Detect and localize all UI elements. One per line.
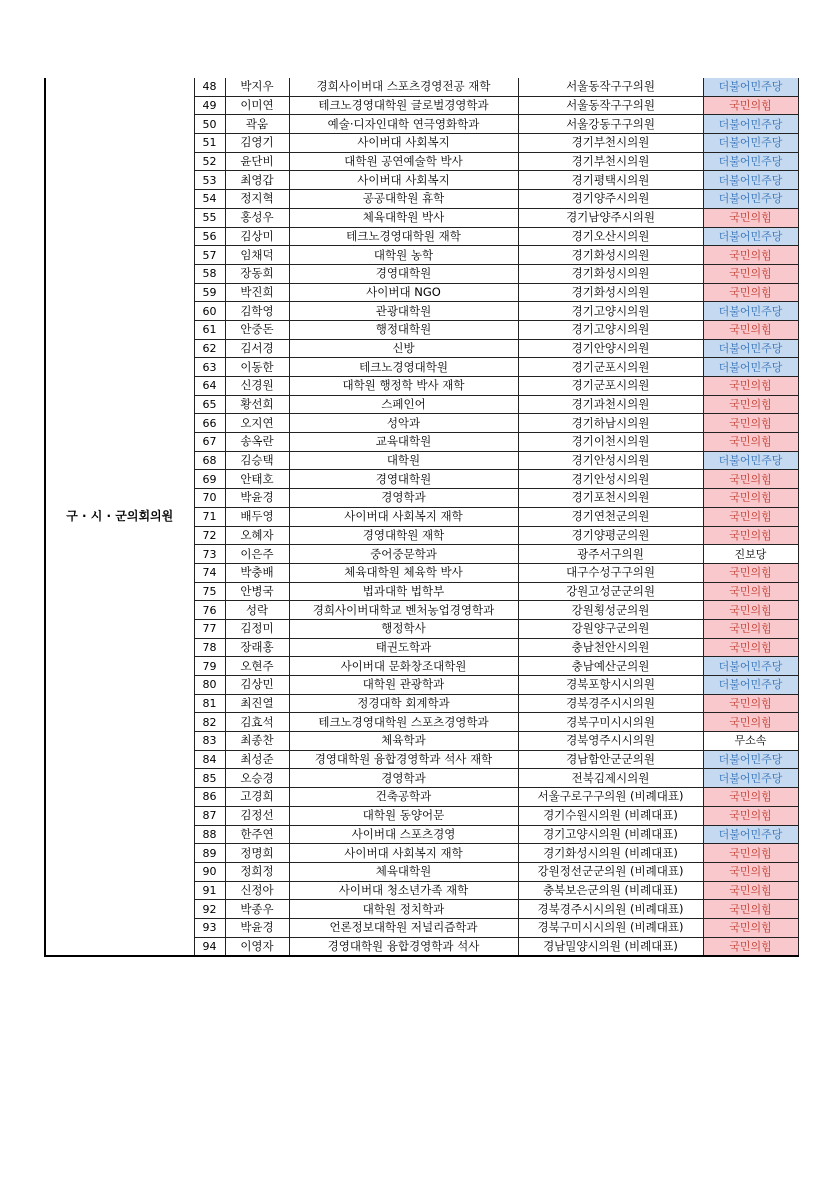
row-number: 54 (194, 190, 225, 209)
member-name: 정지혁 (225, 190, 289, 209)
council-cell: 경기화성시의원 (518, 283, 703, 302)
row-number: 79 (194, 657, 225, 676)
council-cell: 전북김제시의원 (518, 769, 703, 788)
education-cell: 중어중문학과 (289, 545, 518, 564)
party-badge: 더불어민주당 (703, 227, 798, 246)
council-cell: 경북영주시시의원 (518, 732, 703, 751)
member-name: 이영자 (225, 937, 289, 956)
education-cell: 대학원 동양어문 (289, 806, 518, 825)
education-cell: 대학원 공연예술학 박사 (289, 152, 518, 171)
council-cell: 경기화성시의원 (비례대표) (518, 844, 703, 863)
row-number: 70 (194, 489, 225, 508)
member-name: 이은주 (225, 545, 289, 564)
education-cell: 체육대학원 (289, 862, 518, 881)
row-number: 76 (194, 601, 225, 620)
party-badge: 국민의힘 (703, 844, 798, 863)
education-cell: 공공대학원 휴학 (289, 190, 518, 209)
row-number: 92 (194, 900, 225, 919)
party-badge: 국민의힘 (703, 96, 798, 115)
row-number: 61 (194, 320, 225, 339)
council-cell: 경기양평군의원 (518, 526, 703, 545)
table-row (45, 78, 798, 96)
council-cell: 경기안양시의원 (518, 339, 703, 358)
party-badge: 더불어민주당 (703, 78, 798, 96)
member-name: 정명희 (225, 844, 289, 863)
council-cell: 경기고양시의원 (518, 320, 703, 339)
council-cell: 경기포천시의원 (518, 489, 703, 508)
party-badge: 국민의힘 (703, 900, 798, 919)
party-badge: 국민의힘 (703, 208, 798, 227)
party-badge: 국민의힘 (703, 283, 798, 302)
row-number: 53 (194, 171, 225, 190)
education-cell: 성악과 (289, 414, 518, 433)
party-badge: 국민의힘 (703, 377, 798, 396)
member-name: 윤단비 (225, 152, 289, 171)
education-cell: 체육대학원 박사 (289, 208, 518, 227)
education-cell: 사이버대 청소년가족 재학 (289, 881, 518, 900)
council-cell: 경기연천군의원 (518, 507, 703, 526)
party-badge: 국민의힘 (703, 638, 798, 657)
row-number: 90 (194, 862, 225, 881)
member-name: 박지우 (225, 78, 289, 96)
council-cell: 경북경주시시의원 (518, 694, 703, 713)
member-name: 이동한 (225, 358, 289, 377)
education-cell: 언론정보대학원 저널리즘학과 (289, 918, 518, 937)
education-cell: 사이버대 사회복지 재학 (289, 844, 518, 863)
council-cell: 경북포항시시의원 (518, 676, 703, 695)
council-cell: 광주서구의원 (518, 545, 703, 564)
row-number: 62 (194, 339, 225, 358)
row-number: 71 (194, 507, 225, 526)
member-name: 홍성우 (225, 208, 289, 227)
party-badge: 국민의힘 (703, 619, 798, 638)
party-badge: 국민의힘 (703, 582, 798, 601)
party-badge: 진보당 (703, 545, 798, 564)
member-name: 신경원 (225, 377, 289, 396)
education-cell: 법과대학 법학부 (289, 582, 518, 601)
category-label: 구 · 시 · 군의회의원 (45, 78, 194, 956)
member-name: 이미연 (225, 96, 289, 115)
member-name: 신정아 (225, 881, 289, 900)
row-number: 69 (194, 470, 225, 489)
member-name: 최영갑 (225, 171, 289, 190)
member-name: 박윤경 (225, 918, 289, 937)
row-number: 64 (194, 377, 225, 396)
council-cell: 경기화성시의원 (518, 264, 703, 283)
council-cell: 대구수성구구의원 (518, 563, 703, 582)
party-badge: 국민의힘 (703, 788, 798, 807)
member-name: 박진희 (225, 283, 289, 302)
council-cell: 경기부천시의원 (518, 152, 703, 171)
party-badge: 국민의힘 (703, 507, 798, 526)
education-cell: 경영대학원 융합경영학과 석사 재학 (289, 750, 518, 769)
education-cell: 테크노경영대학원 스포츠경영학과 (289, 713, 518, 732)
education-cell: 경영대학원 (289, 470, 518, 489)
row-number: 74 (194, 563, 225, 582)
education-cell: 건축공학과 (289, 788, 518, 807)
party-badge: 국민의힘 (703, 806, 798, 825)
party-badge: 국민의힘 (703, 470, 798, 489)
party-badge: 더불어민주당 (703, 302, 798, 321)
council-cell: 경기과천시의원 (518, 395, 703, 414)
education-cell: 사이버대 스포츠경영 (289, 825, 518, 844)
member-name: 고경희 (225, 788, 289, 807)
education-cell: 대학원 (289, 451, 518, 470)
member-name: 성락 (225, 601, 289, 620)
education-cell: 사이버대 사회복지 (289, 134, 518, 153)
party-badge: 더불어민주당 (703, 769, 798, 788)
row-number: 75 (194, 582, 225, 601)
council-cell: 경기하남시의원 (518, 414, 703, 433)
council-cell: 경기부천시의원 (518, 134, 703, 153)
row-number: 50 (194, 115, 225, 134)
council-cell: 충북보은군의원 (비례대표) (518, 881, 703, 900)
row-number: 73 (194, 545, 225, 564)
member-name: 정희정 (225, 862, 289, 881)
row-number: 66 (194, 414, 225, 433)
member-name: 한주연 (225, 825, 289, 844)
party-badge: 국민의힘 (703, 526, 798, 545)
member-name: 안태호 (225, 470, 289, 489)
education-cell: 대학원 농학 (289, 246, 518, 265)
education-cell: 경영대학원 (289, 264, 518, 283)
education-cell: 태권도학과 (289, 638, 518, 657)
member-name: 박충배 (225, 563, 289, 582)
party-badge: 더불어민주당 (703, 451, 798, 470)
council-cell: 경기화성시의원 (518, 246, 703, 265)
party-badge: 국민의힘 (703, 862, 798, 881)
row-number: 84 (194, 750, 225, 769)
education-cell: 경희사이버대 스포츠경영전공 재학 (289, 78, 518, 96)
row-number: 48 (194, 78, 225, 96)
member-name: 최진열 (225, 694, 289, 713)
education-cell: 스페인어 (289, 395, 518, 414)
row-number: 55 (194, 208, 225, 227)
party-badge: 국민의힘 (703, 395, 798, 414)
row-number: 93 (194, 918, 225, 937)
education-cell: 경영학과 (289, 769, 518, 788)
council-cell: 충남천안시의원 (518, 638, 703, 657)
row-number: 91 (194, 881, 225, 900)
education-cell: 정경대학 회계학과 (289, 694, 518, 713)
education-cell: 테크노경영대학원 글로벌경영학과 (289, 96, 518, 115)
education-cell: 관광대학원 (289, 302, 518, 321)
row-number: 80 (194, 676, 225, 695)
council-cell: 강원정선군군의원 (비례대표) (518, 862, 703, 881)
council-cell: 강원횡성군의원 (518, 601, 703, 620)
education-cell: 경희사이버대학교 벤처농업경영학과 (289, 601, 518, 620)
member-name: 임채덕 (225, 246, 289, 265)
member-name: 최성준 (225, 750, 289, 769)
row-number: 59 (194, 283, 225, 302)
row-number: 57 (194, 246, 225, 265)
education-cell: 신방 (289, 339, 518, 358)
row-number: 51 (194, 134, 225, 153)
party-badge: 국민의힘 (703, 489, 798, 508)
council-cell: 경기고양시의원 (비례대표) (518, 825, 703, 844)
education-cell: 체육대학원 체육학 박사 (289, 563, 518, 582)
party-badge: 더불어민주당 (703, 657, 798, 676)
row-number: 58 (194, 264, 225, 283)
council-cell: 경북구미시시의원 (518, 713, 703, 732)
council-cell: 경북경주시시의원 (비례대표) (518, 900, 703, 919)
member-name: 김영기 (225, 134, 289, 153)
members-table (44, 78, 799, 957)
party-badge: 국민의힘 (703, 433, 798, 452)
row-number: 56 (194, 227, 225, 246)
member-name: 곽움 (225, 115, 289, 134)
education-cell: 경영대학원 융합경영학과 석사 (289, 937, 518, 956)
council-cell: 서울동작구구의원 (518, 96, 703, 115)
education-cell: 대학원 정치학과 (289, 900, 518, 919)
party-badge: 국민의힘 (703, 937, 798, 956)
council-cell: 경기군포시의원 (518, 377, 703, 396)
education-cell: 사이버대 문화창조대학원 (289, 657, 518, 676)
council-cell: 서울구로구구의원 (비례대표) (518, 788, 703, 807)
party-badge: 더불어민주당 (703, 171, 798, 190)
row-number: 63 (194, 358, 225, 377)
member-name: 오혜자 (225, 526, 289, 545)
party-badge: 더불어민주당 (703, 825, 798, 844)
row-number: 89 (194, 844, 225, 863)
council-cell: 경기평택시의원 (518, 171, 703, 190)
education-cell: 테크노경영대학원 (289, 358, 518, 377)
party-badge: 국민의힘 (703, 713, 798, 732)
party-badge: 국민의힘 (703, 694, 798, 713)
council-cell: 충남예산군의원 (518, 657, 703, 676)
education-cell: 교육대학원 (289, 433, 518, 452)
row-number: 94 (194, 937, 225, 956)
member-name: 황선희 (225, 395, 289, 414)
member-name: 최종찬 (225, 732, 289, 751)
member-name: 김서경 (225, 339, 289, 358)
party-badge: 국민의힘 (703, 264, 798, 283)
member-name: 오지연 (225, 414, 289, 433)
row-number: 88 (194, 825, 225, 844)
party-badge: 국민의힘 (703, 320, 798, 339)
council-cell: 서울동작구구의원 (518, 78, 703, 96)
party-badge: 국민의힘 (703, 246, 798, 265)
member-name: 김상미 (225, 227, 289, 246)
row-number: 83 (194, 732, 225, 751)
education-cell: 대학원 관광학과 (289, 676, 518, 695)
party-badge: 국민의힘 (703, 918, 798, 937)
row-number: 82 (194, 713, 225, 732)
row-number: 77 (194, 619, 225, 638)
party-badge: 국민의힘 (703, 414, 798, 433)
party-badge: 더불어민주당 (703, 190, 798, 209)
education-cell: 경영학과 (289, 489, 518, 508)
member-name: 박윤경 (225, 489, 289, 508)
education-cell: 사이버대 NGO (289, 283, 518, 302)
party-badge: 더불어민주당 (703, 115, 798, 134)
education-cell: 체육학과 (289, 732, 518, 751)
education-cell: 사이버대 사회복지 재학 (289, 507, 518, 526)
council-cell: 경남함안군군의원 (518, 750, 703, 769)
member-name: 오승경 (225, 769, 289, 788)
row-number: 68 (194, 451, 225, 470)
council-cell: 경기오산시의원 (518, 227, 703, 246)
member-name: 장래홍 (225, 638, 289, 657)
council-cell: 경기고양시의원 (518, 302, 703, 321)
member-name: 김승택 (225, 451, 289, 470)
party-badge: 더불어민주당 (703, 676, 798, 695)
council-cell: 경기안성시의원 (518, 470, 703, 489)
member-name: 배두영 (225, 507, 289, 526)
party-badge: 더불어민주당 (703, 339, 798, 358)
row-number: 67 (194, 433, 225, 452)
party-badge: 더불어민주당 (703, 134, 798, 153)
member-name: 장동희 (225, 264, 289, 283)
row-number: 87 (194, 806, 225, 825)
education-cell: 경영대학원 재학 (289, 526, 518, 545)
row-number: 52 (194, 152, 225, 171)
row-number: 85 (194, 769, 225, 788)
education-cell: 테크노경영대학원 재학 (289, 227, 518, 246)
education-cell: 행정학사 (289, 619, 518, 638)
education-cell: 대학원 행정학 박사 재학 (289, 377, 518, 396)
party-badge: 국민의힘 (703, 881, 798, 900)
council-cell: 경남밀양시의원 (비례대표) (518, 937, 703, 956)
member-name: 김정미 (225, 619, 289, 638)
member-name: 안중돈 (225, 320, 289, 339)
council-cell: 경기군포시의원 (518, 358, 703, 377)
party-badge: 무소속 (703, 732, 798, 751)
council-cell: 강원양구군의원 (518, 619, 703, 638)
row-number: 60 (194, 302, 225, 321)
council-cell: 경기이천시의원 (518, 433, 703, 452)
council-cell: 경기양주시의원 (518, 190, 703, 209)
party-badge: 더불어민주당 (703, 750, 798, 769)
council-cell: 서울강동구구의원 (518, 115, 703, 134)
party-badge: 국민의힘 (703, 563, 798, 582)
row-number: 86 (194, 788, 225, 807)
member-name: 김효석 (225, 713, 289, 732)
row-number: 65 (194, 395, 225, 414)
row-number: 49 (194, 96, 225, 115)
council-cell: 경북구미시시의원 (비례대표) (518, 918, 703, 937)
member-name: 안병국 (225, 582, 289, 601)
row-number: 78 (194, 638, 225, 657)
members-table-body (45, 78, 798, 956)
education-cell: 행정대학원 (289, 320, 518, 339)
member-name: 박종우 (225, 900, 289, 919)
member-name: 오현주 (225, 657, 289, 676)
member-name: 김학영 (225, 302, 289, 321)
member-name: 송옥란 (225, 433, 289, 452)
party-badge: 더불어민주당 (703, 358, 798, 377)
education-cell: 사이버대 사회복지 (289, 171, 518, 190)
member-name: 김정선 (225, 806, 289, 825)
party-badge: 국민의힘 (703, 601, 798, 620)
row-number: 81 (194, 694, 225, 713)
education-cell: 예술·디자인대학 연극영화학과 (289, 115, 518, 134)
member-name: 김상민 (225, 676, 289, 695)
council-cell: 경기안성시의원 (518, 451, 703, 470)
council-cell: 경기남양주시의원 (518, 208, 703, 227)
row-number: 72 (194, 526, 225, 545)
council-cell: 강원고성군군의원 (518, 582, 703, 601)
council-cell: 경기수원시의원 (비례대표) (518, 806, 703, 825)
party-badge: 더불어민주당 (703, 152, 798, 171)
